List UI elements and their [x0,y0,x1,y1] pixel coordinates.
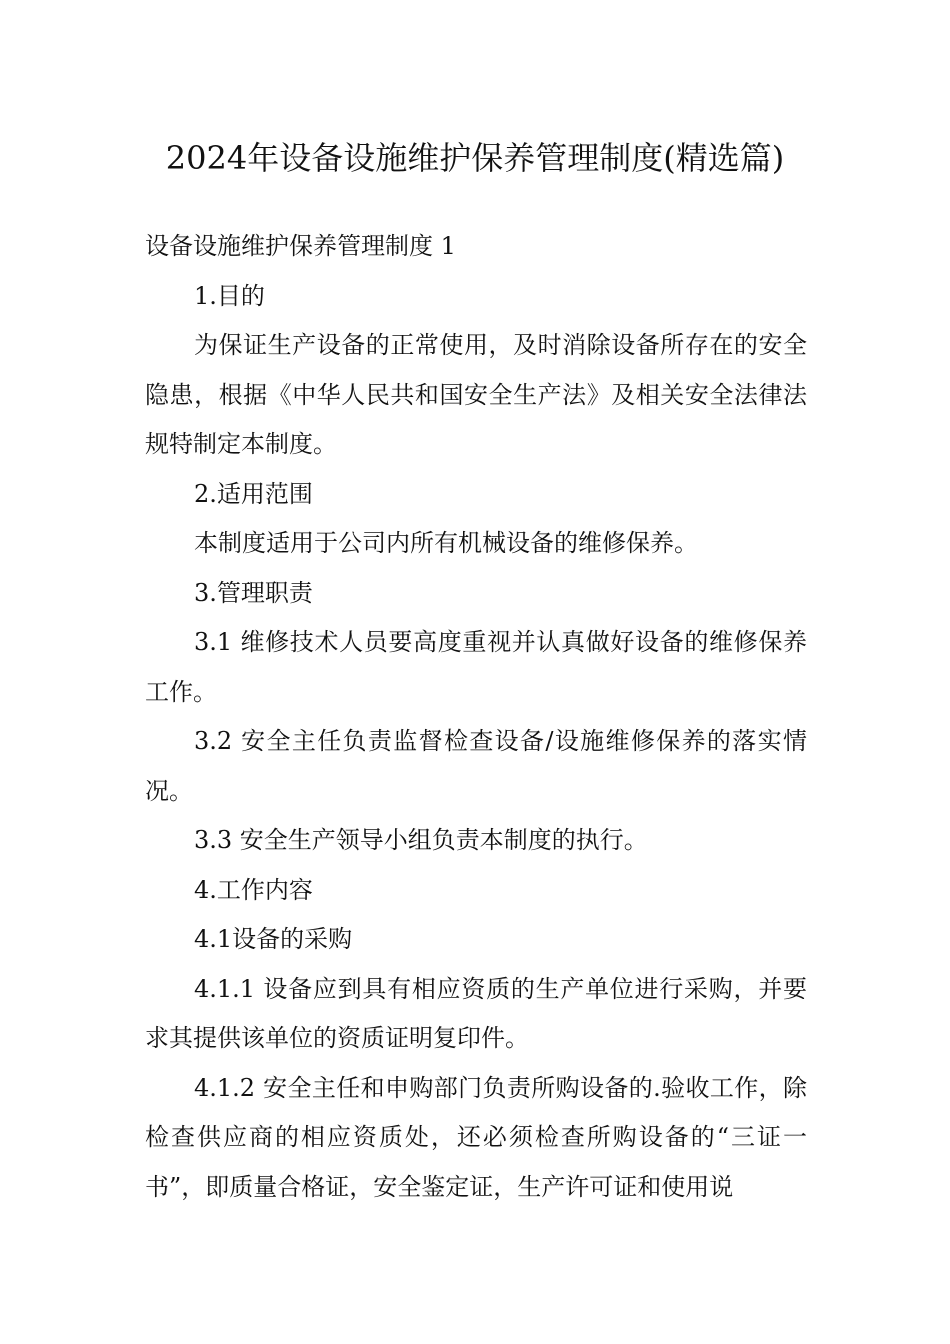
paragraph-3-1: 3.1 维修技术人员要高度重视并认真做好设备的维修保养工作。 [145,628,807,706]
document-title: 2024年设备设施维护保养管理制度(精选篇) [165,139,785,177]
paragraph-scope: 本制度适用于公司内所有机械设备的维修保养。 [194,529,698,557]
paragraph-3-2: 3.2 安全主任负责监督检查设备/设施维修保养的落实情况。 [145,727,807,805]
paragraph-responsibility-heading: 3.管理职责 [194,578,313,607]
paragraph-scope-heading: 2.适用范围 [194,479,313,508]
paragraph-purpose: 为保证生产设备的正常使用，及时消除设备所存在的安全隐患，根据《中华人民共和国安全生产法》及相关安全法律法规特制定本制度。 [145,331,807,458]
paragraph-4-1: 4.1设备的采购 [194,925,353,953]
document-body [145,222,807,1212]
paragraph-purpose-heading: 1.目的 [194,281,265,310]
section-heading: 设备设施维护保养管理制度 1 [145,232,456,260]
paragraph-3-3: 3.3 安全生产领导小组负责本制度的执行。 [194,826,648,854]
paragraph-4-1-1: 4.1.1 设备应到具有相应资质的生产单位进行采购，并要求其提供该单位的资质证明复印件。 [145,974,807,1052]
paragraph-work-content-heading: 4.工作内容 [194,875,313,904]
paragraph-4-1-2: 4.1.2 安全主任和申购部门负责所购设备的.验收工作，除检查供应商的相应资质处，还必须检查所购设备的“三证一书”，即质量合格证，安全鉴定证，生产许可证和使用说 [145,1073,807,1201]
